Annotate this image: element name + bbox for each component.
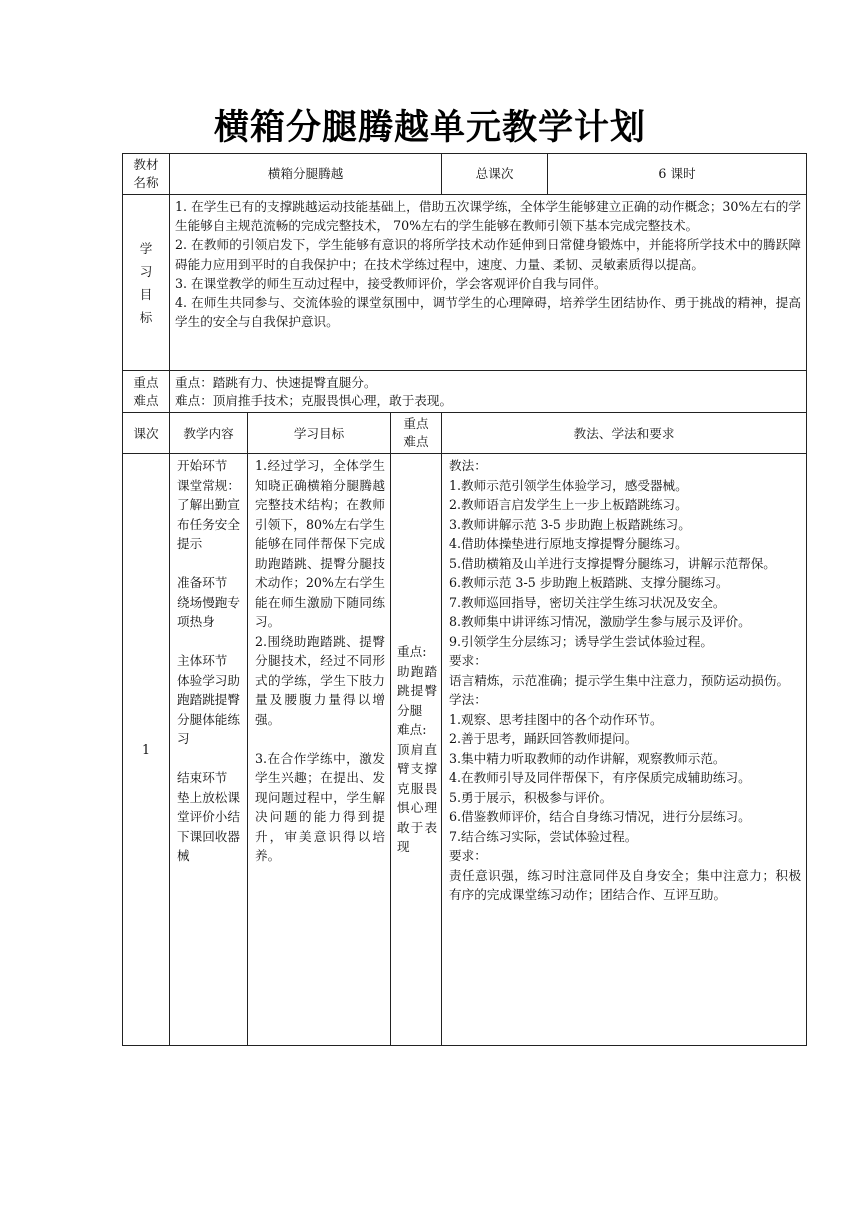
material-row xyxy=(123,154,807,195)
document-title: 横箱分腿腾越单元教学计划 xyxy=(213,108,646,148)
material-value: 横箱分腿腾越 xyxy=(170,154,442,195)
header-lesson: 课次 xyxy=(123,413,170,454)
header-key: 重点 难点 xyxy=(391,413,442,454)
goals-label: 学 习 目 标 xyxy=(123,195,170,371)
lesson-number: 1 xyxy=(123,454,170,1046)
key-difficulty-label: 重点 难点 xyxy=(123,371,170,413)
header-method: 教法、学法和要求 xyxy=(442,413,807,454)
lesson-key-difficulty: 重点: 助跑踏跳提臀分腿 难点: 顶肩直臂支撑克服畏惧心理敢于表现 xyxy=(391,454,442,1046)
header-content: 教学内容 xyxy=(170,413,248,454)
lesson-methods: 教法： 1.教师示范引领学生体验学习，感受器械。 2.教师语言启发学生上一步上板踏跳练习。 3.教师讲解示范 3-5 步助跑上板踏跳练习。 4.借助体操垫进行原地支撑提臀分腿练习。 5.借助横箱及山羊进行支撑提臀分腿练习，讲解示范帮保。 6.教师示范 3-5 步助跑上板踏跳、支撑分腿练习。 7.教师巡回指导，密切关注学生练习状况及安全。 8.教师集中讲评练习情况，激励学生参与展示及评价。 9.引领学生分层练习；诱导学生尝试体验过程。 要求： 语言精炼，示范准确；提示学生集中注意力，预防运动损伤。 学法： 1.观察、思考挂图中的各个动作环节。 2.善于思考，踊跃回答教师提问。 3.集中精力听取教师的动作讲解，观察教师示范。 4.在教师引导及同伴帮保下，有序保质完成辅助练习。 5.勇于展示，积极参与评价。 6.借鉴教师评价，结合自身练习情况，进行分层练习。 7.结合练习实际，尝试体验过程。 要求： 责任意识强，练习时注意同伴及自身安全；集中注意力；积极有序的完成课堂练习动作；团结合作、互评互助。 xyxy=(442,454,807,1046)
lesson-goals: 1.经过学习，全体学生知晓正确横箱分腿腾越完整技术结构；在教师引领下，80%左右学生能够在同伴帮保下完成助跑踏跳、提臀分腿技术动作；20%左右学生能在师生激励下随同练习。 2.围绕助跑踏跳、提臀分腿技术，经过不同形式的学练，学生下肢力量及腰腹力量得以增强。 3.在合作学练中，激发学生兴趣；在提出、发现问题过程中，学生解决问题的能力得到提升，审美意识得以培养。 xyxy=(248,454,391,1046)
lesson-row xyxy=(123,454,807,1046)
header-goal: 学习目标 xyxy=(248,413,391,454)
key-difficulty-text: 重点：踏跳有力、快速提臀直腿分。 难点：顶肩推手技术；克服畏惧心理，敢于表现。 xyxy=(170,371,807,413)
total-lessons-label: 总课次 xyxy=(442,154,548,195)
teaching-plan-table xyxy=(122,153,807,1046)
key-difficulty-row xyxy=(123,371,807,413)
total-lessons-value: 6 课时 xyxy=(548,154,807,195)
column-header-row xyxy=(123,413,807,454)
lesson-content: 开始环节 课堂常规：了解出勤宣布任务安全提示 准备环节 绕场慢跑专项热身 主体环节 体验学习助跑踏跳提臀分腿体能练习 结束环节 垫上放松课堂评价小结下课回收器械 xyxy=(170,454,248,1046)
goals-row xyxy=(123,195,807,371)
material-label: 教材 名称 xyxy=(123,154,170,195)
goals-text: 1. 在学生已有的支撑跳越运动技能基础上，借助五次课学练，全体学生能够建立正确的动作概念；30%左右的学生能够自主规范流畅的完成完整技术， 70%左右的学生能够在教师引领下基本完成完整技术。 2. 在教师的引领启发下，学生能够有意识的将所学技术动作延伸到日常健身锻炼中，并能将所学技术中的腾跃障碍能力应用到平时的自我保护中；在技术学练过程中，速度、力量、柔韧、灵敏素质得以提高。 3. 在课堂教学的师生互动过程中，接受教师评价，学会客观评价自我与同伴。 4. 在师生共同参与、交流体验的课堂氛围中，调节学生的心理障碍，培养学生团结协作、勇于挑战的精神，提高学生的安全与自我保护意识。 xyxy=(170,195,807,371)
